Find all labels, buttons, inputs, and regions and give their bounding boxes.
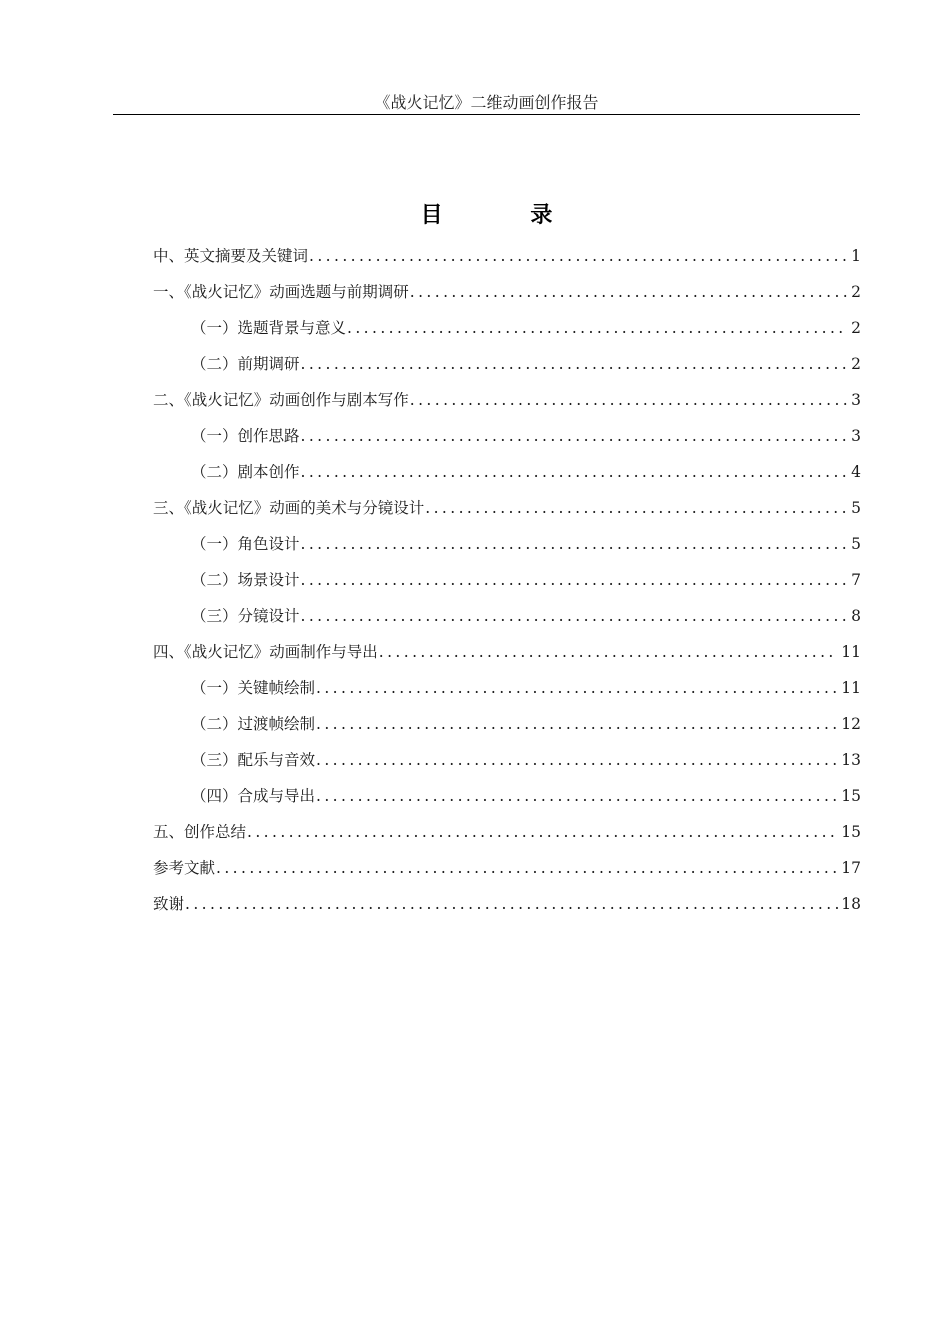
toc-dot-leader — [301, 348, 849, 380]
toc-entry[interactable] — [153, 312, 861, 348]
toc-dot-leader — [301, 456, 849, 488]
toc-page-number: 13 — [841, 751, 861, 769]
toc-entry[interactable] — [153, 600, 861, 636]
toc-entry[interactable] — [153, 348, 861, 384]
toc-entry[interactable] — [153, 492, 861, 528]
toc-entry[interactable] — [153, 456, 861, 492]
toc-entry[interactable] — [153, 528, 861, 564]
toc-entry-text: （二）场景设计 — [191, 571, 300, 589]
toc-page-number: 3 — [851, 391, 861, 409]
toc-dot-leader — [247, 816, 838, 848]
toc-entry[interactable] — [153, 672, 861, 708]
toc-dot-leader — [316, 672, 838, 704]
toc-page-number: 17 — [841, 859, 861, 877]
toc-page-number: 15 — [841, 823, 861, 841]
toc-dot-leader — [301, 564, 849, 596]
toc-entry-text: 一、《战火记忆》动画选题与前期调研 — [153, 283, 409, 301]
toc-entry-text: （一）角色设计 — [191, 535, 300, 553]
toc-page-number: 3 — [851, 427, 861, 445]
toc-entry[interactable] — [153, 744, 861, 780]
toc-dot-leader — [309, 240, 848, 272]
toc-page-number: 18 — [841, 895, 861, 913]
toc-entry[interactable] — [153, 888, 861, 924]
page-header-title: 《战火记忆》二维动画创作报告 — [374, 93, 599, 112]
toc-entry[interactable] — [153, 276, 861, 312]
toc-page-number: 2 — [851, 319, 861, 337]
toc-dot-leader — [347, 312, 848, 344]
toc-dot-leader — [301, 600, 849, 632]
toc-page-number: 8 — [851, 607, 861, 625]
toc-dot-leader — [316, 744, 838, 776]
table-of-contents — [153, 240, 861, 924]
toc-entry[interactable] — [153, 636, 861, 672]
toc-dot-leader — [301, 528, 849, 560]
toc-entry-text: 四、《战火记忆》动画制作与导出 — [153, 643, 378, 661]
toc-page-number: 1 — [851, 247, 861, 265]
toc-entry-text: （三）分镜设计 — [191, 607, 300, 625]
toc-dot-leader — [216, 852, 838, 884]
toc-dot-leader — [185, 888, 838, 920]
toc-page-number: 5 — [851, 499, 861, 517]
toc-dot-leader — [316, 708, 838, 740]
toc-entry[interactable] — [153, 564, 861, 600]
toc-entry-text: 中、英文摘要及关键词 — [153, 247, 309, 265]
toc-entry-text: 三、《战火记忆》动画的美术与分镜设计 — [153, 499, 425, 517]
toc-dot-leader — [425, 492, 848, 524]
toc-entry-text: （二）前期调研 — [191, 355, 300, 373]
toc-entry[interactable] — [153, 420, 861, 456]
toc-entry[interactable] — [153, 384, 861, 420]
toc-entry-text: （三）配乐与音效 — [191, 751, 316, 769]
toc-entry-text: （二）过渡帧绘制 — [191, 715, 316, 733]
toc-page-number: 12 — [841, 715, 861, 733]
toc-page-number: 7 — [851, 571, 861, 589]
toc-entry-text: 参考文献 — [153, 859, 216, 877]
toc-entry-text: 二、《战火记忆》动画创作与剧本写作 — [153, 391, 409, 409]
toc-entry[interactable] — [153, 780, 861, 816]
toc-entry-text: （一）选题背景与意义 — [191, 319, 347, 337]
toc-page-number: 11 — [841, 643, 861, 661]
toc-title: 目 录 — [420, 202, 593, 228]
toc-page-number: 11 — [841, 679, 861, 697]
toc-entry-text: 五、创作总结 — [153, 823, 247, 841]
toc-entry-text: 致谢 — [153, 895, 185, 913]
toc-entry[interactable] — [153, 816, 861, 852]
toc-page-number: 15 — [841, 787, 861, 805]
toc-dot-leader — [301, 420, 849, 452]
toc-entry-text: （一）创作思路 — [191, 427, 300, 445]
toc-entry[interactable] — [153, 708, 861, 744]
toc-dot-leader — [410, 384, 848, 416]
toc-dot-leader — [410, 276, 848, 308]
toc-entry-text: （二）剧本创作 — [191, 463, 300, 481]
toc-entry-text: （一）关键帧绘制 — [191, 679, 316, 697]
toc-page-number: 2 — [851, 355, 861, 373]
toc-entry-text: （四）合成与导出 — [191, 787, 316, 805]
toc-page-number: 4 — [851, 463, 861, 481]
toc-entry[interactable] — [153, 240, 861, 276]
header-divider — [113, 114, 860, 115]
toc-page-number: 5 — [851, 535, 861, 553]
toc-entry[interactable] — [153, 852, 861, 888]
toc-dot-leader — [316, 780, 838, 812]
toc-dot-leader — [379, 636, 839, 668]
toc-page-number: 2 — [851, 283, 861, 301]
